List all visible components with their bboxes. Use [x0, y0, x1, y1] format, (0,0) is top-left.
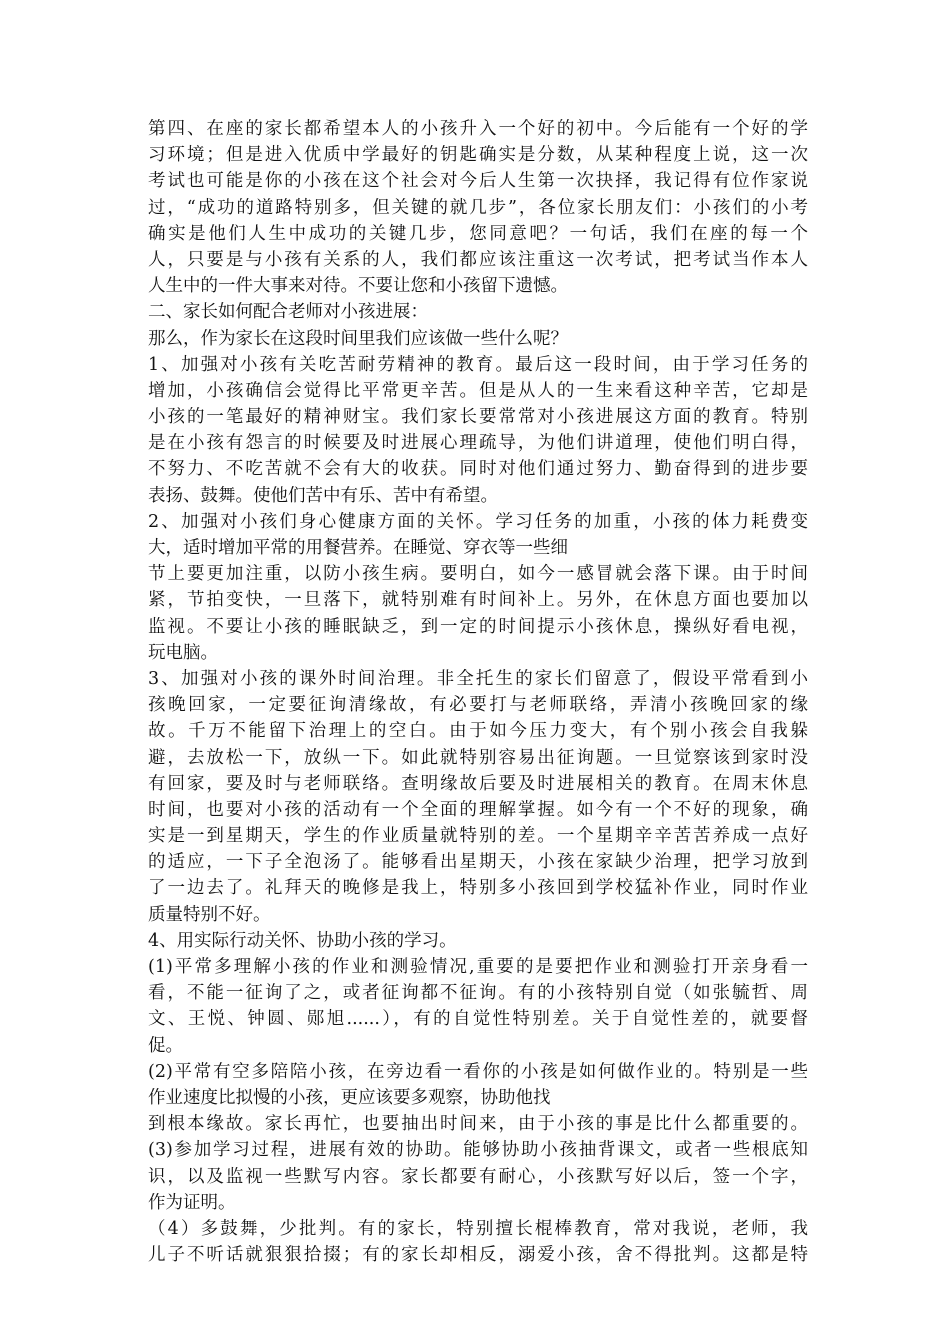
text-line: 那么，作为家长在这段时间里我们应该做一些什么呢？ — [148, 328, 568, 349]
text-line: 识，以及监视一些默写内容。家长都要有耐心，小孩默写好以后，签一个字， — [148, 1166, 808, 1187]
text-line: 避，去放松一下，放纵一下。如此就特别容易出征询题。一旦觉察该到家时没 — [148, 747, 808, 768]
text-line: 人，只要是与小孩有关系的人，我们都应该注重这一次考试，把考试当作本人 — [148, 249, 808, 270]
document-page — [148, 116, 808, 1268]
text-line: 时间，也要对小孩的活动有一个全面的理解掌握。如今有一个不好的现象，确 — [148, 799, 808, 820]
text-line: 紧，节拍变快，一旦落下，就特别难有时间补上。另外，在休息方面也要加以 — [148, 590, 808, 611]
text-line: 到根本缘故。家长再忙，也要抽出时间来，由于小孩的事是比什么都重要的。 — [148, 1114, 808, 1135]
text-line: 实是一到星期天，学生的作业质量就特别的差。一个星期辛辛苦苦养成一点好 — [148, 826, 808, 847]
text-line: 3、加强对小孩的课外时间治理。非全托生的家长们留意了，假设平常看到小 — [148, 668, 808, 689]
text-line: 4、用实际行动关怀、协助小孩的学习。 — [148, 930, 457, 951]
text-line: 看，不能一征询了之，或者征询都不征询。有的小孩特别自觉（如张毓哲、周 — [148, 983, 808, 1004]
text-line: 促。 — [148, 1035, 183, 1056]
text-line: 过，“成功的道路特别多，但关键的就几步”，各位家长朋友们：小孩们的小考 — [148, 197, 808, 218]
text-line: 有回家，要及时与老师联络。查明缘故后要及时进展相关的教育。在周末休息 — [148, 773, 808, 794]
text-line: (1)平常多理解小孩的作业和测验情况,重要的是要把作业和测验打开亲身看一 — [148, 957, 808, 977]
text-line: 的适应，一下子全泡汤了。能够看出星期天，小孩在家缺少治理，把学习放到 — [148, 852, 808, 873]
text-line: 儿子不听话就狠狠拾掇；有的家长却相反，溺爱小孩，舍不得批判。这都是特 — [148, 1245, 808, 1266]
text-line: 1、加强对小孩有关吃苦耐劳精神的教育。最后这一段时间，由于学习任务的 — [148, 354, 808, 375]
text-line: 确实是他们人生中成功的关键几步，您同意吧？一句话，我们在座的每一个 — [148, 223, 808, 244]
text-line: 玩电脑。 — [148, 642, 218, 663]
text-line: 表扬、鼓舞。使他们苦中有乐、苦中有希望。 — [148, 485, 498, 506]
text-line: 2、加强对小孩们身心健康方面的关怀。学习任务的加重，小孩的体力耗费变 — [148, 511, 808, 532]
text-line: 作为证明。 — [148, 1192, 236, 1213]
text-line: 是在小孩有怨言的时候要及时进展心理疏导，为他们讲道理，使他们明白得， — [148, 433, 808, 454]
text-line: 第四、在座的家长都希望本人的小孩升入一个好的初中。今后能有一个好的学 — [148, 119, 808, 139]
text-line: 考试也可能是你的小孩在这个社会对今后人生第一次抉择，我记得有位作家说 — [148, 171, 808, 192]
text-line: 故。千万不能留下治理上的空白。由于如今压力变大，有个别小孩会自我躲 — [148, 721, 808, 742]
text-line: 了一边去了。礼拜天的晚修是我上，特别多小孩回到学校猛补作业，同时作业 — [148, 878, 808, 899]
text-line: 二、家长如何配合老师对小孩进展： — [148, 302, 428, 323]
text-line: 人生中的一件大事来对待。不要让您和小孩留下遗憾。 — [148, 276, 568, 297]
text-line: 孩晚回家，一定要征询清缘故，有必要打与老师联络，弄清小孩晚回家的缘 — [148, 695, 808, 716]
text-line: 节上要更加注重，以防小孩生病。要明白，如今一感冒就会落下课。由于时间 — [148, 564, 808, 585]
text-line: 文、王悦、钟圆、郧旭......），有的自觉性特别差。关于自觉性差的，就要督 — [148, 1009, 808, 1030]
text-line: 不努力、不吃苦就不会有大的收获。同时对他们通过努力、勤奋得到的进步要 — [148, 459, 808, 480]
text-line: 习环境；但是进入优质中学最好的钥匙确实是分数，从某种程度上说，这一次 — [148, 145, 808, 166]
text-line: 小孩的一笔最好的精神财宝。我们家长要常常对小孩进展这方面的教育。特别 — [148, 407, 808, 428]
text-line: 增加，小孩确信会觉得比平常更辛苦。但是从人的一生来看这种辛苦，它却是 — [148, 380, 808, 401]
text-line: 作业速度比拟慢的小孩，更应该要多观察，协助他找 — [148, 1087, 551, 1108]
text-line: 质量特别不好。 — [148, 904, 271, 925]
text-line: (3)参加学习过程，进展有效的协助。能够协助小孩抽背课文，或者一些根底知 — [148, 1140, 808, 1161]
text-line: 大，适时增加平常的用餐营养。在睡觉、穿衣等一些细 — [148, 538, 568, 558]
text-line: （4）多鼓舞，少批判。有的家长，特别擅长棍棒教育，常对我说，老师，我 — [148, 1218, 808, 1239]
text-line: (2)平常有空多陪陪小孩，在旁边看一看你的小孩是如何做作业的。特别是一些 — [148, 1061, 808, 1082]
text-line: 监视。不要让小孩的睡眠缺乏，到一定的时间提示小孩休息，操纵好看电视， — [148, 616, 808, 637]
